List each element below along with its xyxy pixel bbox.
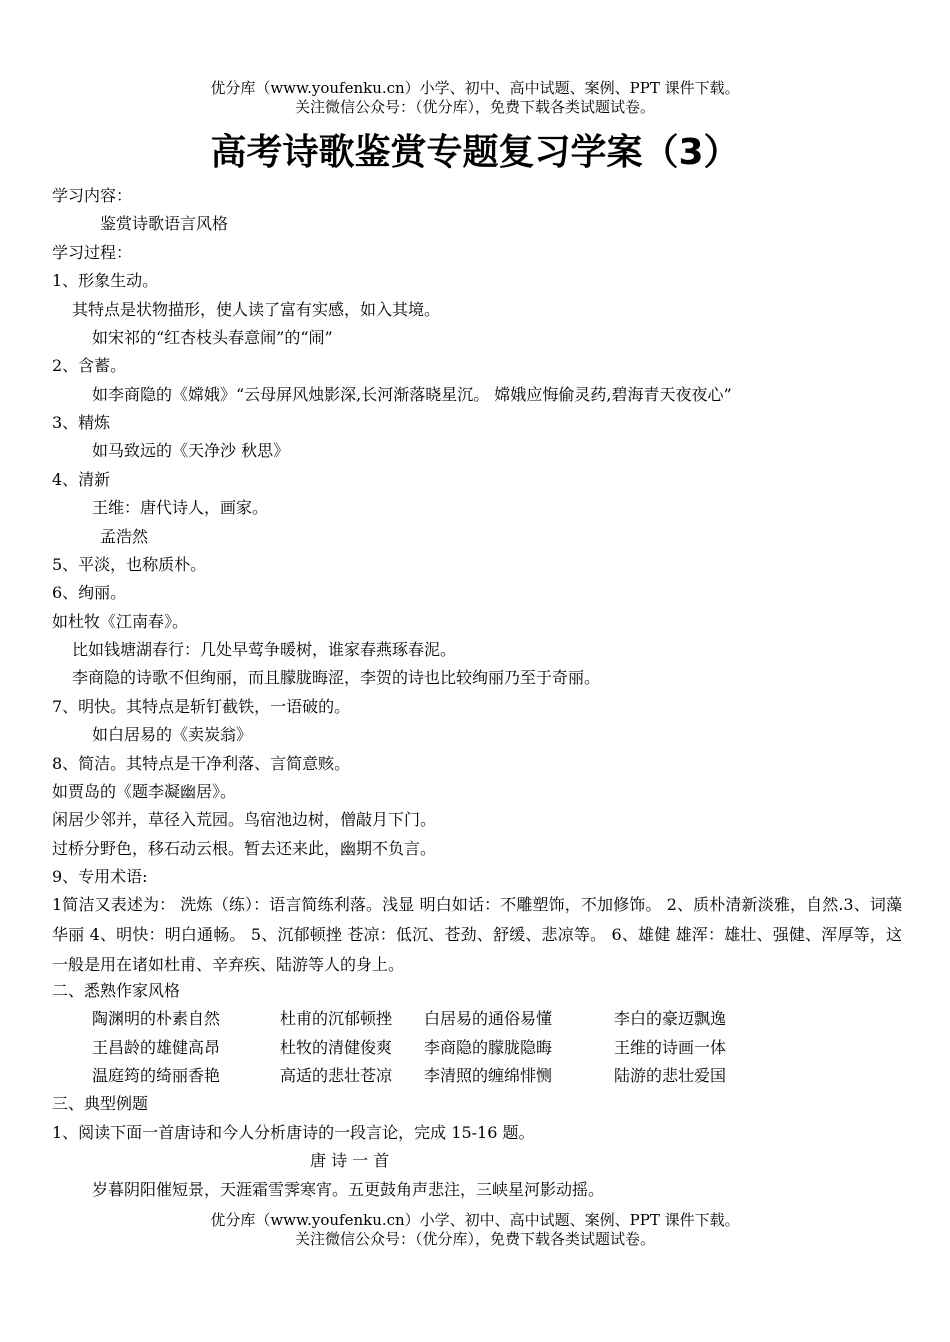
style-row <box>92 1009 726 1029</box>
style-cell: 陆游的悲壮爱国 <box>614 1066 727 1085</box>
item-9-heading: 9、专用术语: <box>52 867 148 886</box>
header-line-2: 关注微信公众号：（优分库），免费下载各类试题试卷。 <box>294 98 655 116</box>
item-6-example-3: 李商隐的诗歌不但绚丽，而且朦胧晦涩，李贺的诗也比较绚丽乃至于奇丽。 <box>72 668 601 687</box>
item-3-heading: 3、精炼 <box>52 413 111 432</box>
item-4-heading: 4、清新 <box>52 470 111 489</box>
section-3-heading: 三、典型例题 <box>52 1094 149 1113</box>
study-content-text: 鉴赏诗歌语言风格 <box>100 214 229 233</box>
item-3-example: 如马致远的《天净沙 秋思》 <box>92 441 290 460</box>
style-cell: 李白的豪迈飘逸 <box>614 1009 727 1028</box>
terms-paragraph: 1简洁又表述为： 洗炼（练）：语言简练利落。浅显 明白如话：不雕塑饰，不加修饰。 2、质朴清新淡雅，自然.3、词藻华丽 4、明快：明白通畅。 5、沉郁顿挫 苍凉：低沉、苍劲、舒缓、悲凉等。 6、雄健 雄浑：雄壮、强健、浑厚等，这一般是用在诸如杜甫、辛弃疾、陆游等人的身上。 <box>52 895 902 974</box>
style-cell: 陶渊明的朴素自然 <box>92 1009 221 1028</box>
item-2-heading: 2、含蓄。 <box>52 356 127 375</box>
item-6-example-1: 如杜牧《江南春》。 <box>52 612 189 631</box>
style-cell: 杜甫的沉郁顿挫 <box>280 1009 393 1028</box>
item-1-desc: 其特点是状物描形，使人读了富有实感，如入其境。 <box>72 300 441 319</box>
header-line-1: 优分库（www.youfenku.cn）小学、初中、高中试题、案例、PPT 课件下载。 <box>210 79 740 97</box>
item-1-example: 如宋祁的“红杏枝头春意闹”的“闹” <box>92 328 333 347</box>
item-8-example: 如贾岛的《题李凝幽居》。 <box>52 782 237 801</box>
item-8-heading: 8、简洁。其特点是干净利落、言简意赅。 <box>52 754 351 773</box>
style-cell: 杜牧的清健俊爽 <box>280 1038 393 1057</box>
style-cell: 王维的诗画一体 <box>614 1038 727 1057</box>
style-cell: 白居易的通俗易懂 <box>424 1009 553 1028</box>
footer-line-2: 关注微信公众号：（优分库），免费下载各类试题试卷。 <box>294 1230 655 1248</box>
poem-line: 岁暮阴阳催短景，天涯霜雪霁寒宵。五更鼓角声悲注，三峡星河影动摇。 <box>92 1180 605 1199</box>
style-cell: 高适的悲壮苍凉 <box>280 1066 393 1085</box>
study-process-label: 学习过程： <box>52 243 133 262</box>
style-row <box>92 1066 726 1086</box>
question-1: 1、阅读下面一首唐诗和今人分析唐诗的一段言论，完成 15-16 题。 <box>52 1123 535 1142</box>
item-5-heading: 5、平淡，也称质朴。 <box>52 555 207 574</box>
section-2-heading: 二、悉熟作家风格 <box>52 981 181 1000</box>
footer-line-1: 优分库（www.youfenku.cn）小学、初中、高中试题、案例、PPT 课件下载。 <box>210 1211 740 1229</box>
item-7-example: 如白居易的《卖炭翁》 <box>92 725 253 744</box>
item-6-example-2: 比如钱塘湖春行：几处早莺争暖树，谁家春燕琢春泥。 <box>72 640 457 659</box>
item-7-heading: 7、明快。其特点是斩钉截铁，一语破的。 <box>52 697 351 716</box>
item-4-example-1: 王维：唐代诗人，画家。 <box>92 498 269 517</box>
style-row <box>92 1038 726 1058</box>
style-cell: 王昌龄的雄健高昂 <box>92 1038 221 1057</box>
item-8-poem-line-2: 过桥分野色，移石动云根。暂去还来此，幽期不负言。 <box>52 839 437 858</box>
item-2-example: 如李商隐的《嫦娥》“云母屏风烛影深,长河渐落晓星沉。 嫦娥应悔偷灵药,碧海青天夜夜心” <box>92 385 732 404</box>
item-4-example-2: 孟浩然 <box>100 527 149 546</box>
style-cell: 李商隐的朦胧隐晦 <box>424 1038 553 1057</box>
style-cell: 温庭筠的绮丽香艳 <box>92 1066 221 1085</box>
item-1-heading: 1、形象生动。 <box>52 271 159 290</box>
study-content-label: 学习内容： <box>52 186 133 205</box>
page-title: 高考诗歌鉴赏专题复习学案（3） <box>210 132 740 173</box>
item-8-poem-line-1: 闲居少邻并，草径入荒园。鸟宿池边树，僧敲月下门。 <box>52 810 437 829</box>
item-6-heading: 6、绚丽。 <box>52 583 127 602</box>
poem-title: 唐 诗 一 首 <box>310 1151 390 1170</box>
style-cell: 李清照的缠绵悱恻 <box>424 1066 553 1085</box>
